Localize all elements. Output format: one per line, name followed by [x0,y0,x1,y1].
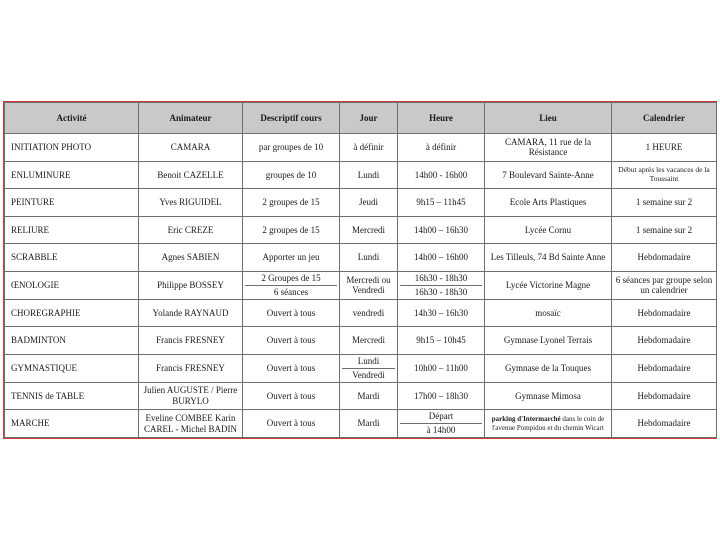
day-cell: Lundi [340,161,398,189]
table-row [5,271,717,299]
description-cell: Ouvert à tous [243,327,340,355]
animator-cell: Benoit CAZELLE [139,161,243,189]
calendar-cell: Hebdomadaire [612,244,717,272]
animator-cell: Eric CREZE [139,216,243,244]
column-header: Jour [340,103,398,134]
calendar-cell: Hebdomadaire [612,410,717,438]
column-header: Calendrier [612,103,717,134]
day-cell: Mardi [340,382,398,410]
time-cell: 14h00 – 16h30 [398,216,485,244]
time-line: Départ [428,411,454,422]
activity-cell: INITIATION PHOTO [5,134,139,162]
location-cell [485,410,612,438]
day-cell: à définir [340,134,398,162]
location-cell: Gymnase de la Touques [485,354,612,382]
table-row [5,382,717,410]
day-cell: Mercredi [340,216,398,244]
column-header: Heure [398,103,485,134]
activity-cell: ENLUMINURE [5,161,139,189]
day-line: Lundi [357,355,380,366]
location-detail: dans le coin de l'avenue Pompidou et du chemin Wicart [492,415,605,432]
animator-cell: Eveline COMBEE Karin CAREL - Michel BADIN [139,410,243,438]
description-line: 2 Groupes de 15 [261,272,321,283]
animator-cell: Yves RIGUIDEL [139,189,243,217]
day-line: Vendredi [342,368,395,382]
location-cell: Gymnase Mimosa [485,382,612,410]
animator-cell: Agnes SABIEN [139,244,243,272]
activity-cell: RELIURE [5,216,139,244]
calendar-cell: Début après les vacances de la Toussaint [612,161,717,189]
description-line: 6 séances [245,285,337,299]
description-cell: Apporter un jeu [243,244,340,272]
table-row [5,134,717,162]
table-row [5,299,717,327]
location-cell: Lycée Victorine Magne [485,271,612,299]
activity-cell: GYMNASTIQUE [5,354,139,382]
calendar-cell: Hebdomadaire [612,354,717,382]
location-cell: 7 Boulevard Sainte-Anne [485,161,612,189]
activity-cell: ŒNOLOGIE [5,271,139,299]
column-header: Activité [5,103,139,134]
time-line: à 14h00 [400,423,482,437]
description-cell [243,271,340,299]
description-cell: Ouvert à tous [243,382,340,410]
time-cell: 17h00 – 18h30 [398,382,485,410]
location-cell: Les Tilleuls, 74 Bd Sainte Anne [485,244,612,272]
column-header: Animateur [139,103,243,134]
table-row [5,161,717,189]
calendar-cell: Hebdomadaire [612,327,717,355]
time-cell: 14h00 - 16h00 [398,161,485,189]
location-cell: Ecole Arts Plastiques [485,189,612,217]
table-row [5,244,717,272]
activity-cell: PEINTURE [5,189,139,217]
animator-cell: Francis FRESNEY [139,327,243,355]
time-cell: 10h00 – 11h00 [398,354,485,382]
description-cell: par groupes de 10 [243,134,340,162]
table-row [5,189,717,217]
time-cell [398,410,485,438]
description-cell: 2 groupes de 15 [243,216,340,244]
day-cell: Mardi [340,410,398,438]
animator-cell: Philippe BOSSEY [139,271,243,299]
description-cell: groupes de 10 [243,161,340,189]
table-row [5,410,717,438]
calendar-cell: 6 séances par groupe selon un calendrier [612,271,717,299]
calendar-cell: 1 semaine sur 2 [612,216,717,244]
calendar-cell: Hebdomadaire [612,382,717,410]
day-cell: Lundi [340,244,398,272]
time-cell: 9h15 – 10h45 [398,327,485,355]
table-row [5,354,717,382]
column-header: Descriptif cours [243,103,340,134]
description-cell: Ouvert à tous [243,410,340,438]
day-cell: Mercredi ou Vendredi [340,271,398,299]
time-cell: 9h15 – 11h45 [398,189,485,217]
day-cell: Mercredi [340,327,398,355]
time-line: 16h30 - 18h30 [414,272,468,283]
activity-cell: BADMINTON [5,327,139,355]
activity-cell: CHOREGRAPHIE [5,299,139,327]
time-cell [398,271,485,299]
animator-cell: Francis FRESNEY [139,354,243,382]
calendar-cell: 1 semaine sur 2 [612,189,717,217]
location-highlight: parking d'Intermarché [491,415,561,424]
location-cell: CAMARA, 11 rue de la Résistance [485,134,612,162]
time-line: 16h30 - 18h30 [400,285,482,299]
animator-cell: Julien AUGUSTE / Pierre BURYLO [139,382,243,410]
day-cell: Jeudi [340,189,398,217]
time-cell: à définir [398,134,485,162]
day-cell: vendredi [340,299,398,327]
time-cell: 14h00 – 16h00 [398,244,485,272]
table-row [5,327,717,355]
table-row [5,216,717,244]
activity-schedule-table [4,102,717,438]
calendar-cell: 1 HEURE [612,134,717,162]
activity-cell: SCRABBLE [5,244,139,272]
location-cell: mosaïc [485,299,612,327]
time-cell: 14h30 – 16h30 [398,299,485,327]
description-cell: Ouvert à tous [243,299,340,327]
day-cell [340,354,398,382]
location-cell: Lycée Cornu [485,216,612,244]
location-cell: Gymnase Lyonel Terrais [485,327,612,355]
description-cell: Ouvert à tous [243,354,340,382]
activity-cell: TENNIS de TABLE [5,382,139,410]
header-row [5,103,717,134]
animator-cell: Yolande RAYNAUD [139,299,243,327]
activity-cell: MARCHE [5,410,139,438]
animator-cell: CAMARA [139,134,243,162]
description-cell: 2 groupes de 15 [243,189,340,217]
column-header: Lieu [485,103,612,134]
calendar-cell: Hebdomadaire [612,299,717,327]
